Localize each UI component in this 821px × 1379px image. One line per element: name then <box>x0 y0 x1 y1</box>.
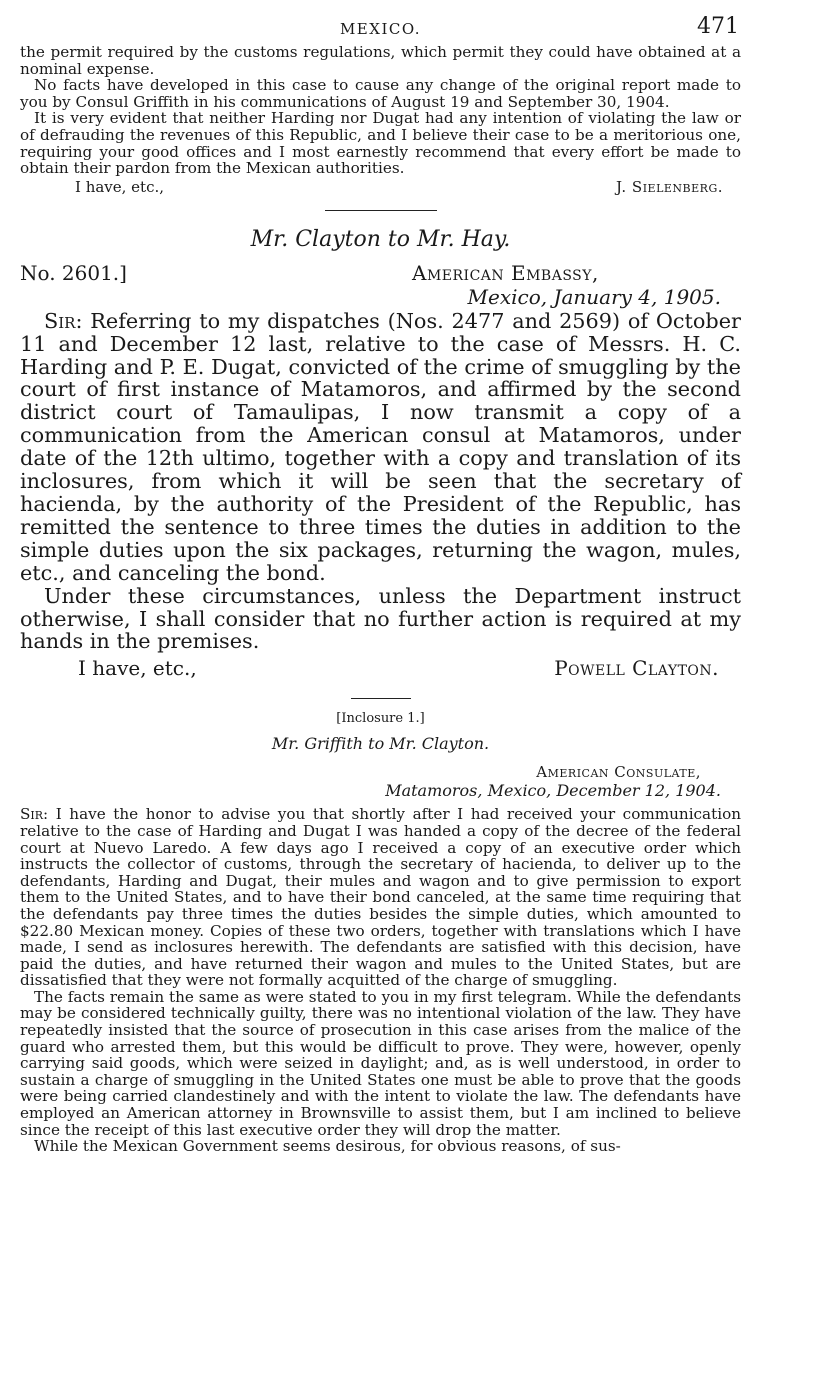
previous-letter <box>20 44 741 196</box>
running-head <box>20 14 741 44</box>
inclosure-heading: Mr. Griffith to Mr. Clayton. <box>271 734 490 754</box>
paragraph-text: Referring to my dispatches (Nos. 2477 and 2569) of October 11 and December 12 last, relative to the case of Messrs. H. C. Harding and P. E. Dugat, convicted of the crime of smuggling by the court of first instance of Matamoros, and affirmed by the second district court of Tamaulipas, I now transmit a copy of a communication from the American consul at Matamoros, under date of the 12th ultimo, together with a copy and translation of its inclosures, from which it will be seen that the secretary of hacienda, by the authority of the President of the Republic, has remitted the sentence to three times the duties in addition to the simple duties upon the six packages, returning the wagon, mules, etc., and canceling the bond. <box>20 308 741 585</box>
closing: I have, etc., <box>78 656 197 681</box>
paragraph: Under these circumstances, unless the Department instruct otherwise, I shall consider that no further action is required at my hands in the premises. <box>20 583 741 654</box>
paragraph <box>20 310 741 585</box>
dispatch-place-date: Mexico, January 4, 1905. <box>467 284 721 309</box>
page-number: 471 <box>697 14 739 39</box>
paragraph: the permit required by the customs regulations, which permit they could have obtained at a nominal expense. <box>20 43 741 78</box>
signature: Powell Clayton. <box>554 656 719 681</box>
dispatch-body <box>20 310 741 681</box>
closing-row <box>20 656 741 680</box>
inclosure-body <box>20 806 741 1154</box>
running-title: MEXICO. <box>339 20 422 38</box>
closing: I have, etc., <box>75 177 165 196</box>
section-divider <box>351 698 411 699</box>
signature: J. Sielenberg. <box>616 177 723 196</box>
salutation: Sir: <box>20 805 49 824</box>
paragraph: While the Mexican Government seems desirous, for obvious reasons, of sus- <box>34 1137 621 1156</box>
paragraph <box>20 806 741 989</box>
closing-row <box>20 178 741 196</box>
dispatch-header <box>20 258 741 310</box>
salutation: Sir: <box>44 308 83 333</box>
paragraph: It is very evident that neither Harding nor Dugat had any intention of violating the law or of defrauding the revenues of this Republic, and I believe their case to be a meritorious one, requiring your good offices and I most earnestly recommend that every effort be made to obtain their pardon from the Mexican authorities. <box>20 109 741 178</box>
inclosure-place-date: Matamoros, Mexico, December 12, 1904. <box>385 781 721 801</box>
paragraph: No facts have developed in this case to cause any change of the original report made to you by Consul Griffith in his communications of August 19 and September 30, 1904. <box>20 76 741 111</box>
paragraph: The facts remain the same as were stated to you in my first telegram. While the defendants may be considered technically guilty, there was no intentional violation of the law. They have repeatedly insisted that the source of prosecution in this case arises from the malice of the guard who arrested them, but this would be difficult to prove. They were, however, openly carrying said goods, which were seized in daylight; and, as is well understood, in order to sustain a charge of smuggling in the United States one must be able to prove that the goods were being carried clandestinely and with the intent to violate the law. The defendants have employed an American attorney in Brownsville to assist them, but I am inclined to believe since the receipt of this last executive order they will drop the matter. <box>20 987 741 1139</box>
dispatch-heading: Mr. Clayton to Mr. Hay. <box>250 226 511 252</box>
inclosure-origin: American Consulate, <box>536 763 701 782</box>
dispatch-origin: American Embassy, <box>412 260 599 285</box>
section-divider <box>325 210 437 211</box>
document-page <box>20 14 741 1155</box>
inclosure-label: [Inclosure 1.] <box>336 711 425 727</box>
dispatch-number: No. 2601.] <box>20 260 127 285</box>
paragraph-text: I have the honor to advise you that shortly after I had received your communication relative to the case of Harding and Dugat I was handed a copy of the decree of the federal court at Nuevo Laredo. A few days ago I received a copy of an executive order which instructs the collector of customs, through the secretary of hacienda, to deliver up to the defendants, Harding and Dugat, their mules and wagon and to give permission to export them to the United States, and to have their bond canceled, at the same time requiring that the defendants pay three times the duties besides the simple duties, which amounted to $22.80 Mexican money. Copies of these two orders, together with translations which I have made, I send as inclosures herewith. The defendants are satisfied with this decision, have paid the duties, and have returned their wagon and mules to the United States, but are dissatisfied that they were not formally acquitted of the charge of smuggling. <box>20 805 742 990</box>
